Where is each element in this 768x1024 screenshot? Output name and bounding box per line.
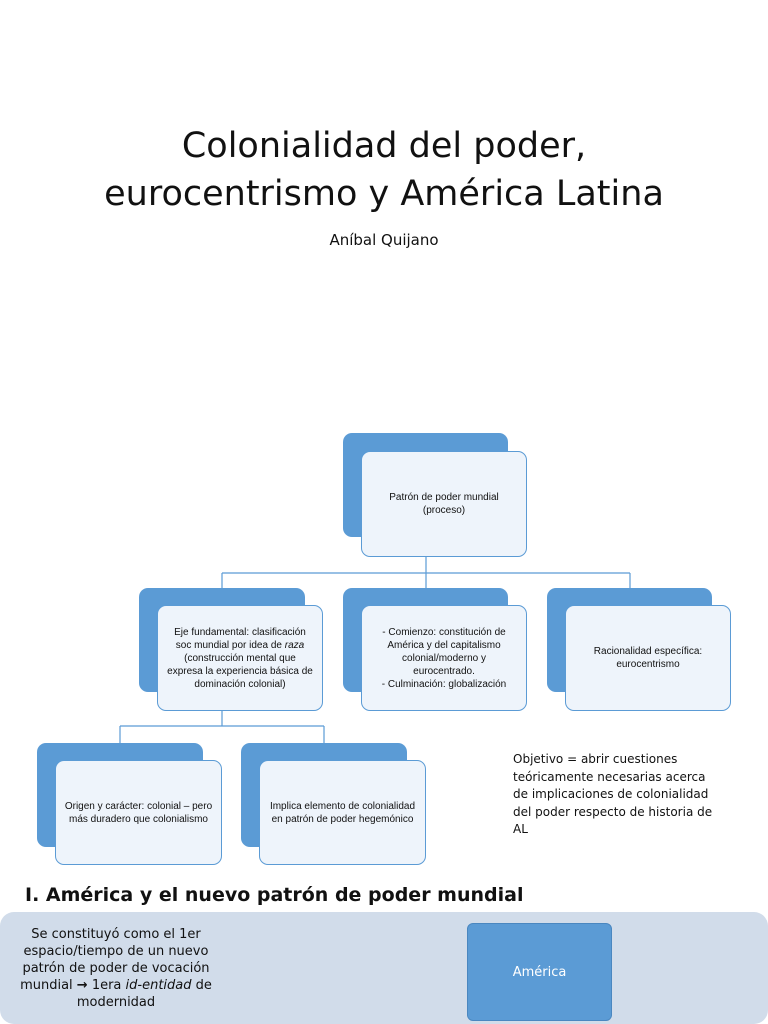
node-eje-em: raza: [284, 639, 305, 651]
node-patron-poder-box: [361, 451, 527, 557]
panel-text: [18, 926, 214, 1011]
title-line-2: eurocentrismo y América Latina: [104, 174, 664, 214]
node-eje-post: (construcción mental que expresa la experiencia básica de dominación colonial): [167, 652, 313, 690]
america-box: América: [467, 923, 612, 1021]
node-racionalidad-text: Racionalidad específica: eurocentrismo: [593, 646, 703, 670]
author-name: Aníbal Quijano: [329, 231, 439, 249]
node-origen-box: [55, 760, 222, 865]
panel-text-mid: 1era: [87, 978, 126, 993]
node-comienzo-box: [361, 605, 527, 711]
node-implica-text: Implica elemento de colonialidad en patrón de poder hegemónico: [269, 800, 416, 825]
title-line-1: Colonialidad del poder,: [181, 126, 587, 166]
section-heading: I. América y el nuevo patrón de poder mundial: [25, 884, 524, 906]
node-eje-pre: Eje fundamental: clasificación soc mundial por idea de: [174, 626, 306, 651]
panel-text-em: id-entidad: [125, 978, 192, 993]
node-racionalidad-box: [565, 605, 731, 711]
panel-text-post: de modernidad: [76, 978, 212, 1010]
node-comienzo-part2: - Culminación: globalización: [381, 678, 507, 690]
panel-text-pre: Se constituyó como el 1er espacio/tiempo de un nuevo patrón de poder de vocación mundial: [20, 927, 210, 993]
node-eje-box: [157, 605, 323, 711]
node-origen-text: Origen y carácter: colonial – pero más duradero que colonialismo: [64, 800, 213, 825]
objetivo-text: Objetivo = abrir cuestiones teóricamente necesarias acerca de implicaciones de colonialidad del poder respecto de historia de AL: [513, 752, 713, 836]
node-comienzo-part1: - Comienzo: constitución de América y del capitalismo colonial/moderno y eurocentrado.: [382, 626, 506, 677]
node-implica-box: [259, 760, 426, 865]
right-arrow-icon: →: [76, 978, 88, 993]
node-eje-text: [166, 626, 314, 691]
node-patron-poder-line1: Patrón de poder mundial: [389, 492, 499, 503]
node-patron-poder-line2: (proceso): [422, 505, 466, 516]
